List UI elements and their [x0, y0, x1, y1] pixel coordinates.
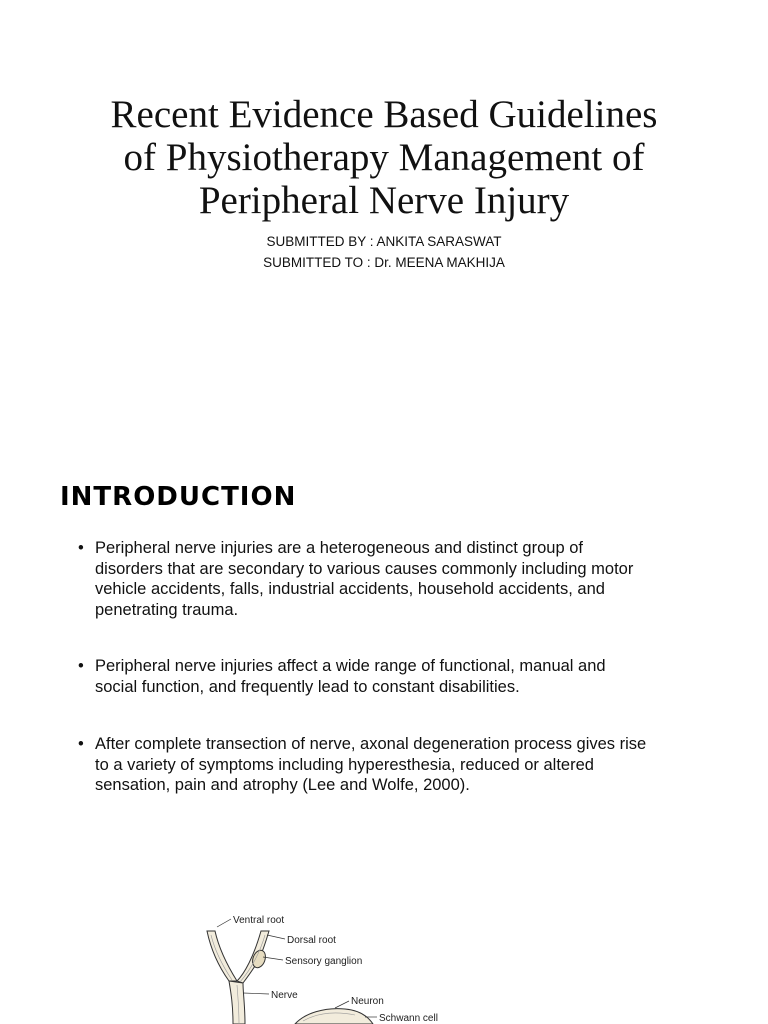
title-line-1: Recent Evidence Based Guidelines: [110, 93, 658, 136]
title-line-3: Peripheral Nerve Injury: [198, 179, 570, 222]
bullet-text: After complete transection of nerve, axonal degeneration process gives rise to a variety of symptoms including hyperesthesia, reduced or altered sensation, pain and atrophy (Lee and Wolfe, 2000).: [95, 735, 647, 794]
bullet-text: Peripheral nerve injuries affect a wide range of functional, manual and social function, and frequently lead to constant disabilities.: [95, 657, 606, 696]
label-schwann-cell: Schwann cell: [379, 1013, 438, 1024]
submitted-to: SUBMITTED TO : Dr. MEENA MAKHIJA: [263, 255, 505, 270]
page-title: [84, 93, 684, 222]
list-item: [78, 656, 648, 697]
list-item: [78, 538, 648, 620]
submitted-by: SUBMITTED BY : ANKITA SARASWAT: [266, 234, 502, 249]
ventral-root-shape: [207, 931, 237, 981]
section-heading: INTRODUCTION: [60, 482, 297, 512]
bullet-marker: •: [78, 735, 84, 753]
bullet-marker: •: [78, 539, 84, 557]
label-ventral-root: Ventral root: [233, 915, 285, 926]
label-dorsal-root: Dorsal root: [287, 935, 336, 946]
label-sensory-ganglion: Sensory ganglion: [285, 956, 363, 967]
title-line-2: of Physiotherapy Management of: [123, 136, 645, 179]
list-item: [78, 734, 648, 796]
bullet-list: [78, 538, 648, 796]
neuron-shape: [295, 1009, 373, 1024]
bullet-text: Peripheral nerve injuries are a heterogeneous and distinct group of disorders that are secondary to various causes commonly including motor vehicle accidents, falls, industrial accidents, household accidents, and penetrating trauma.: [95, 539, 634, 619]
nerve-anatomy-figure: [195, 905, 438, 1024]
credits-block: [184, 231, 584, 273]
bullet-marker: •: [78, 657, 84, 675]
label-neuron: Neuron: [351, 996, 384, 1007]
label-nerve: Nerve: [271, 990, 298, 1001]
nerve-anatomy-diagram: [195, 905, 438, 1024]
